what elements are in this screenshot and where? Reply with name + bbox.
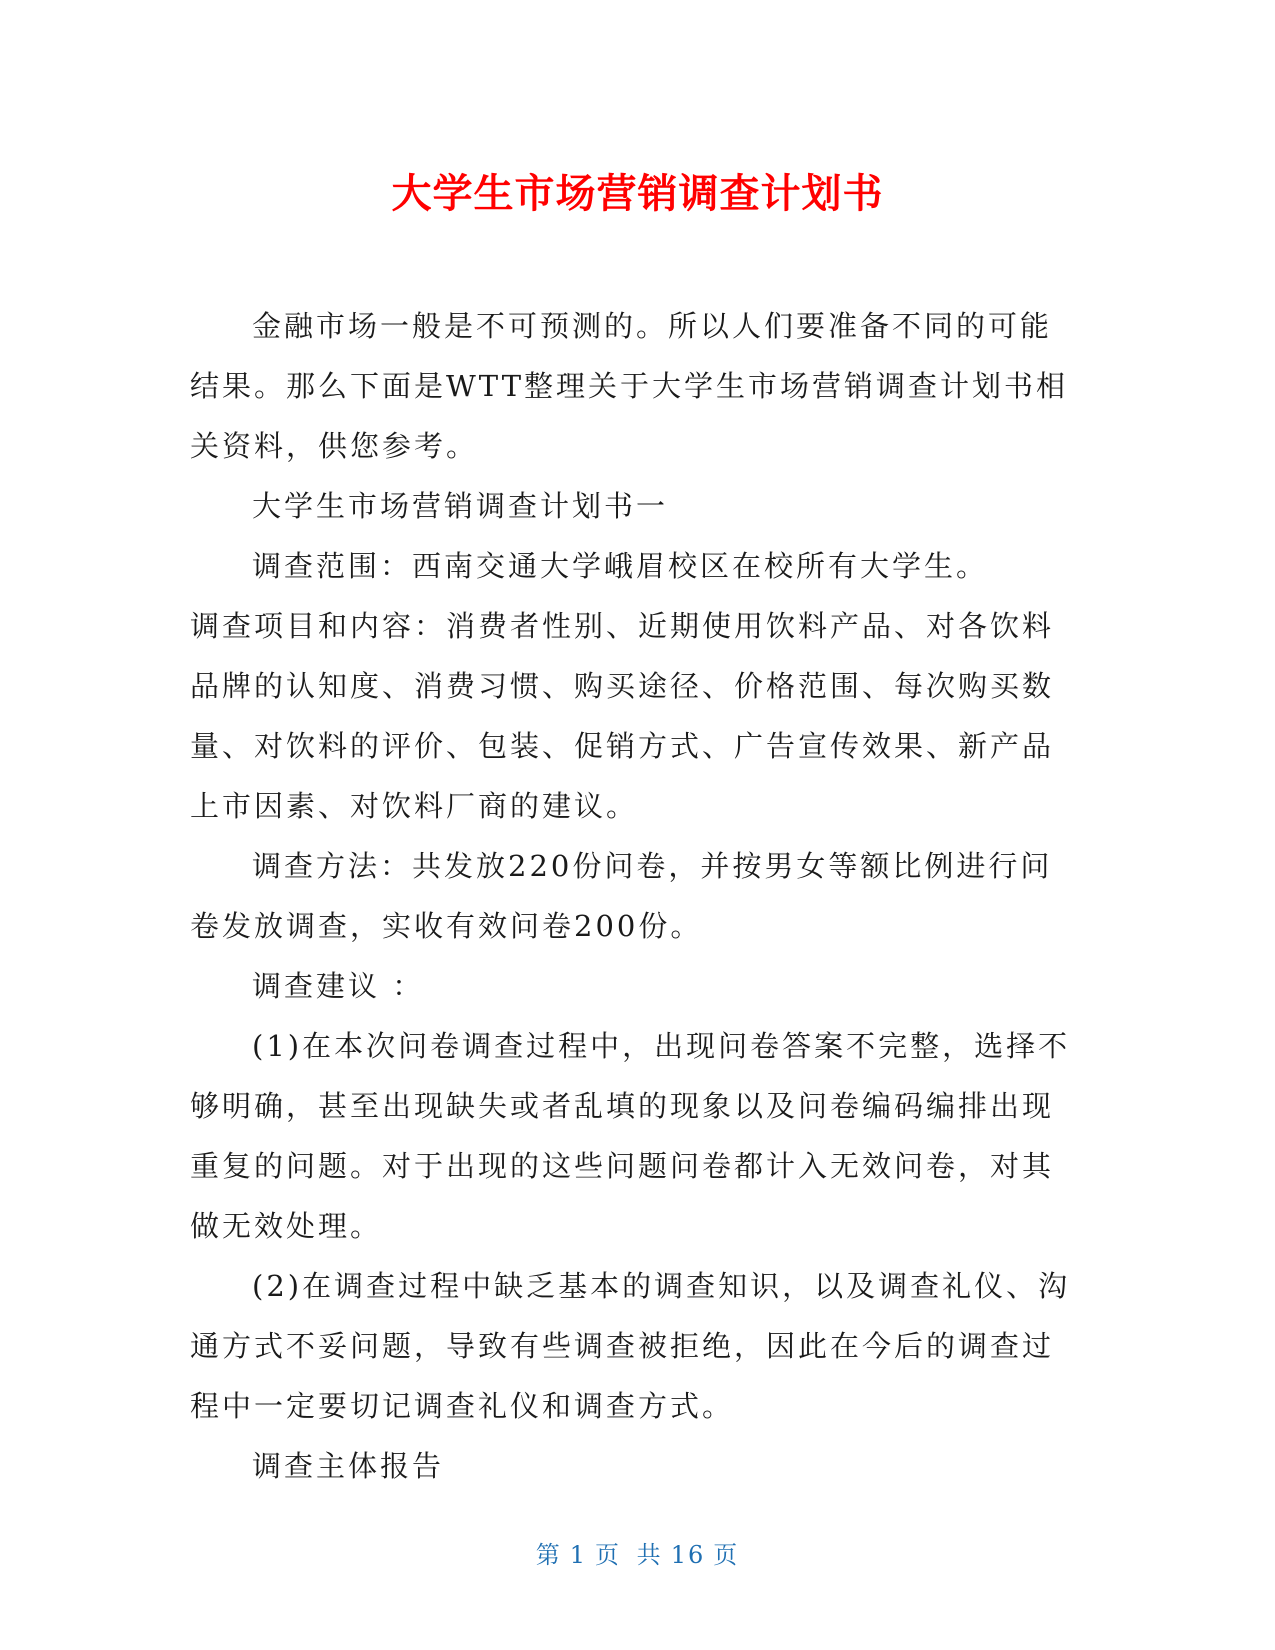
paragraph-survey-method: 调查方法：共发放220份问卷，并按男女等额比例进行问卷发放调查，实收有效问卷200份。	[190, 849, 1053, 943]
document-body	[190, 296, 1082, 1496]
paragraph-suggestions-heading: 调查建议 ：	[252, 969, 425, 1003]
document-title: 大学生市场营销调查计划书	[391, 171, 884, 217]
footer-page-number: 1	[569, 1541, 588, 1569]
footer-prefix: 第	[535, 1541, 562, 1569]
footer-middle: 页 共	[595, 1541, 663, 1569]
paragraph-suggestion-2: (2)在调查过程中缺乏基本的调查知识，以及调查礼仪、沟通方式不妥问题，导致有些调查被拒绝，因此在今后的调查过程中一定要切记调查礼仪和调查方式。	[190, 1269, 1071, 1423]
footer-total-pages: 16	[670, 1541, 706, 1569]
footer-suffix: 页	[713, 1541, 740, 1569]
paragraph-survey-scope: 调查范围：西南交通大学峨眉校区在校所有大学生。	[252, 549, 989, 583]
paragraph-suggestion-1: (1)在本次问卷调查过程中，出现问卷答案不完整，选择不够明确，甚至出现缺失或者乱填的现象以及问卷编码编排出现重复的问题。对于出现的这些问题问卷都计入无效问卷，对其做无效处理。	[190, 1029, 1071, 1243]
paragraph-section-heading: 大学生市场营销调查计划书一	[252, 489, 669, 523]
paragraph-survey-items: 调查项目和内容：消费者性别、近期使用饮料产品、对各饮料品牌的认知度、消费习惯、购买途径、价格范围、每次购买数量、对饮料的评价、包装、促销方式、广告宣传效果、新产品上市因素、对饮料厂商的建议。	[190, 609, 1055, 823]
paragraph-intro: 金融市场一般是不可预测的。所以人们要准备不同的可能结果。那么下面是WTT整理关于大学生市场营销调查计划书相关资料，供您参考。	[190, 309, 1069, 463]
page-footer	[0, 1535, 1275, 1570]
paragraph-main-report-heading: 调查主体报告	[252, 1449, 445, 1483]
